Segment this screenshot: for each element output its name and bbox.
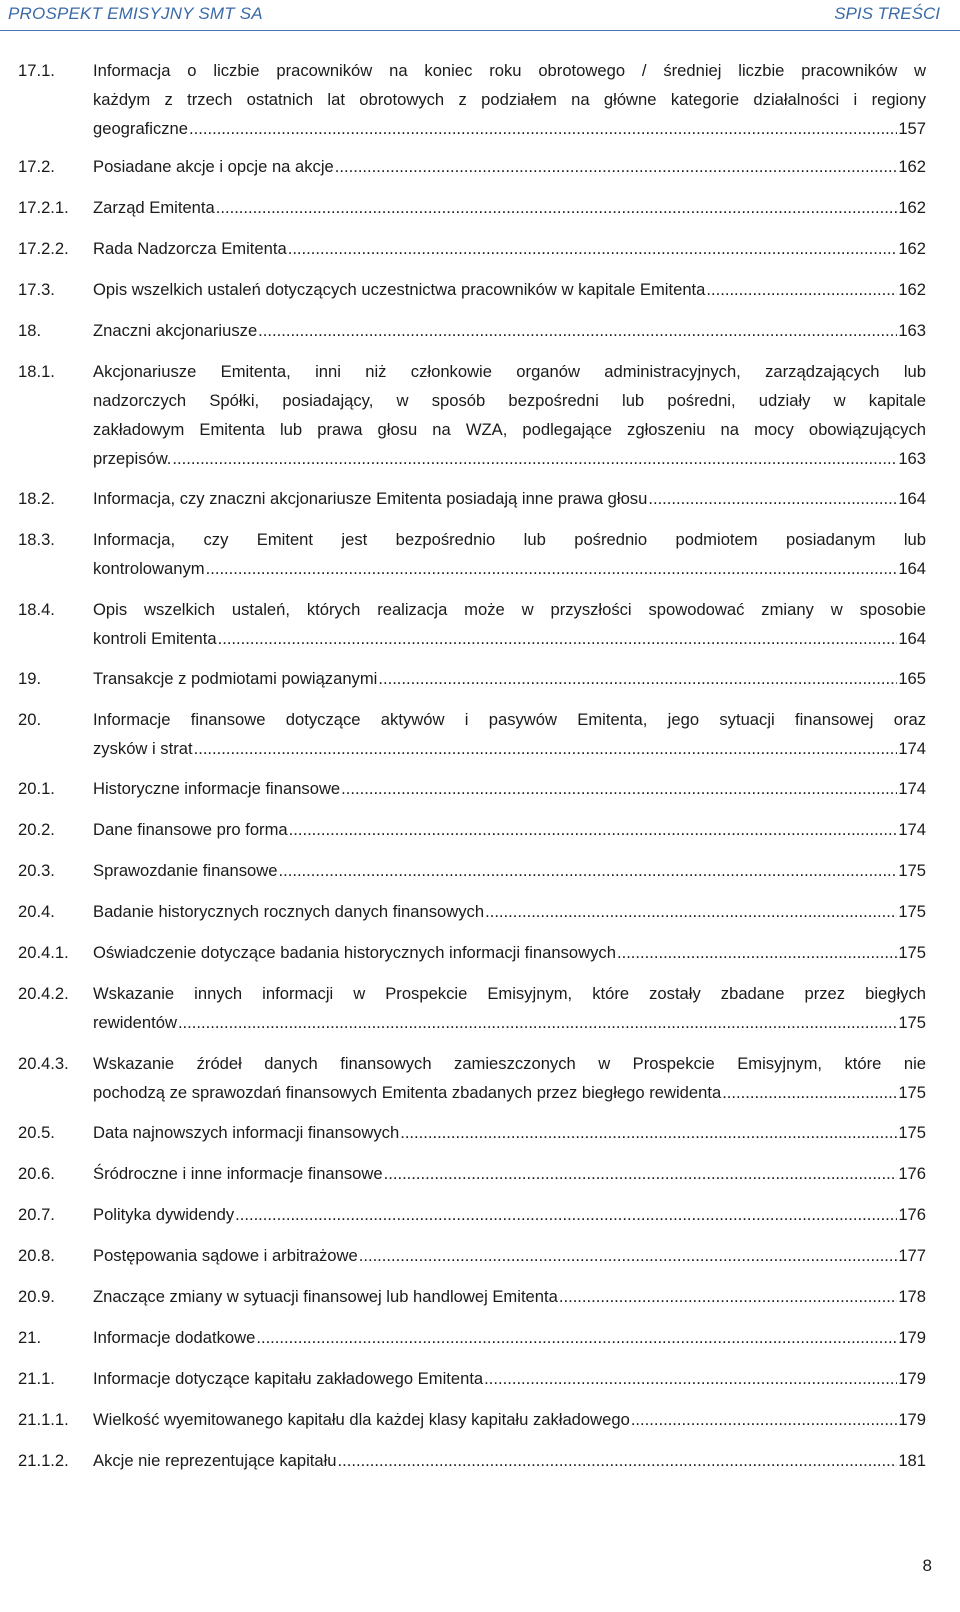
dot-leader	[722, 1078, 897, 1107]
toc-entry-page: 164	[898, 559, 926, 578]
toc-entry-page: 174	[898, 739, 926, 758]
dot-leader	[194, 734, 898, 763]
toc-entry-number: 18.3.	[18, 530, 55, 549]
toc-entry-body	[93, 1159, 926, 1188]
toc-entry-title: Rada Nadzorcza Emitenta	[93, 239, 287, 258]
toc-entry-title-line: Opis wszelkich ustaleń, których realizacja może w przyszłości spowodować zmiany w sposobie	[93, 600, 926, 619]
toc-entry-title: przepisów.	[93, 449, 172, 468]
document-title: PROSPEKT EMISYJNY SMT SA	[8, 4, 263, 23]
toc-entry-page: 175	[898, 861, 926, 880]
toc-entry-leader-line	[93, 815, 926, 844]
toc-entry-number: 21.1.	[18, 1369, 55, 1388]
toc-entry-body	[93, 525, 926, 583]
toc-entry-title: Znaczące zmiany w sytuacji finansowej lub handlowej Emitenta	[93, 1287, 558, 1306]
toc-entry-title: Historyczne informacje finansowe	[93, 779, 341, 798]
toc-entry-number: 19.	[18, 669, 42, 688]
toc-entry-leader-line	[93, 1159, 926, 1188]
toc-entry-title: geograficzne	[93, 119, 189, 138]
dot-leader	[335, 152, 898, 181]
toc-entry-body	[93, 1282, 926, 1311]
toc-entry-page: 164	[898, 489, 926, 508]
dot-leader	[256, 1323, 897, 1352]
toc-entry-number: 20.3.	[18, 861, 55, 880]
dot-leader	[617, 938, 897, 967]
dot-leader	[289, 815, 898, 844]
dot-leader	[384, 1159, 898, 1188]
toc-entry-title-line: Wskazanie innych informacji w Prospekcie Emisyjnym, które zostały zbadane przez biegłych	[93, 984, 926, 1003]
toc-entry-number: 20.7.	[18, 1205, 55, 1224]
toc-entry-page: 176	[898, 1164, 926, 1183]
toc-entry-title-line: zakładowym Emitenta lub prawa głosu na WZA, podlegające zgłoszeniu na mocy obowiązujących	[93, 420, 926, 439]
toc-entry-title: Informacja, czy znaczni akcjonariusze Emitenta posiadają inne prawa głosu	[93, 489, 648, 508]
dot-leader	[172, 444, 897, 473]
toc-entry-body	[93, 357, 926, 473]
dot-leader	[485, 897, 897, 926]
toc-entry-body	[93, 316, 926, 345]
toc-entry-leader-line	[93, 734, 926, 763]
toc-entry-body	[93, 1446, 926, 1475]
toc-entry-leader-line	[93, 316, 926, 345]
dot-leader	[288, 234, 898, 263]
toc-entry-page: 162	[898, 280, 926, 299]
toc-entry-page: 162	[898, 239, 926, 258]
dot-leader	[359, 1241, 898, 1270]
toc-entry-body	[93, 979, 926, 1037]
toc-entry-page: 163	[898, 321, 926, 340]
toc-entry-title: Informacje dodatkowe	[93, 1328, 256, 1347]
toc-entry-page: 175	[898, 1083, 926, 1102]
toc-entry-title: Śródroczne i inne informacje finansowe	[93, 1164, 383, 1183]
toc-entry-body	[93, 815, 926, 844]
toc-entry-title-line: Informacja o liczbie pracowników na koniec roku obrotowego / średniej liczbie pracowników w	[93, 61, 926, 80]
toc-entry-leader-line	[93, 1241, 926, 1270]
toc-entry-number: 20.1.	[18, 779, 55, 798]
toc-entry-page: 162	[898, 198, 926, 217]
toc-entry-number: 17.2.	[18, 157, 55, 176]
toc-entry-number: 20.	[18, 710, 42, 729]
toc-entry-number: 17.2.1.	[18, 198, 69, 217]
toc-entry-body	[93, 595, 926, 653]
toc-entry-page: 164	[898, 629, 926, 648]
header-rule	[0, 30, 960, 31]
toc-entry-body	[93, 1241, 926, 1270]
toc-entry-number: 20.4.2.	[18, 984, 69, 1003]
dot-leader	[706, 275, 897, 304]
toc-entry-title-line: Informacje finansowe dotyczące aktywów i pasywów Emitenta, jego sytuacji finansowej oraz	[93, 710, 926, 729]
toc-entry-leader-line	[93, 664, 926, 693]
dot-leader	[178, 1008, 897, 1037]
toc-entry-number: 20.6.	[18, 1164, 55, 1183]
toc-entry-title: Akcje nie reprezentujące kapitału	[93, 1451, 337, 1470]
toc-entry-body	[93, 705, 926, 763]
toc-entry-leader-line	[93, 1008, 926, 1037]
toc-entry-leader-line	[93, 484, 926, 513]
toc-entry-page: 177	[898, 1246, 926, 1265]
toc-entry-title: Znaczni akcjonariusze	[93, 321, 258, 340]
toc-entry-title: zysków i strat	[93, 739, 193, 758]
dot-leader	[206, 554, 898, 583]
toc-entry-body	[93, 1200, 926, 1229]
toc-entry-page: 178	[898, 1287, 926, 1306]
toc-entry-title: Posiadane akcje i opcje na akcje	[93, 157, 334, 176]
toc-entry-leader-line	[93, 774, 926, 803]
toc-entry-title: Badanie historycznych rocznych danych finansowych	[93, 902, 485, 921]
dot-leader	[338, 1446, 898, 1475]
toc-entry-number: 21.	[18, 1328, 42, 1347]
toc-entry-title: Dane finansowe pro forma	[93, 820, 288, 839]
toc-entry-page: 179	[898, 1328, 926, 1347]
dot-leader	[378, 664, 897, 693]
toc-entry-page: 175	[898, 902, 926, 921]
toc-entry-leader-line	[93, 554, 926, 583]
toc-entry-number: 20.9.	[18, 1287, 55, 1306]
dot-leader	[189, 114, 897, 143]
toc-entry-title: Wielkość wyemitowanego kapitału dla każdej klasy kapitału zakładowego	[93, 1410, 630, 1429]
toc-entry-leader-line	[93, 1200, 926, 1229]
toc-entry-page: 175	[898, 943, 926, 962]
toc-entry-number: 18.1.	[18, 362, 55, 381]
toc-entry-leader-line	[93, 114, 926, 143]
toc-entry-title-line: każdym z trzech ostatnich lat obrotowych z podziałem na główne kategorie działalności i regiony	[93, 90, 926, 109]
toc-entry-number: 20.8.	[18, 1246, 55, 1265]
toc-entry-leader-line	[93, 897, 926, 926]
toc-entry-leader-line	[93, 275, 926, 304]
toc-entry-leader-line	[93, 193, 926, 222]
toc-entry-title-line: Informacja, czy Emitent jest bezpośrednio lub pośrednio podmiotem posiadanym lub	[93, 530, 926, 549]
dot-leader	[341, 774, 897, 803]
toc-entry-page: 176	[898, 1205, 926, 1224]
dot-leader	[648, 484, 897, 513]
toc-entry-page: 174	[898, 779, 926, 798]
toc-entry-leader-line	[93, 1118, 926, 1147]
toc-entry-leader-line	[93, 1364, 926, 1393]
toc-entry-body	[93, 484, 926, 513]
toc-entry-number: 20.5.	[18, 1123, 55, 1142]
toc-entry-body	[93, 234, 926, 263]
toc-entry-leader-line	[93, 1282, 926, 1311]
toc-entry-title-line: Wskazanie źródeł danych finansowych zamieszczonych w Prospekcie Emisyjnym, które nie	[93, 1054, 926, 1073]
toc-entry-title: pochodzą ze sprawozdań finansowych Emitenta zbadanych przez biegłego rewidenta	[93, 1083, 722, 1102]
toc-entry-leader-line	[93, 938, 926, 967]
toc-entry-body	[93, 193, 926, 222]
toc-entry-title: Opis wszelkich ustaleń dotyczących uczestnictwa pracowników w kapitale Emitenta	[93, 280, 706, 299]
page-header	[0, 0, 960, 30]
toc-entry-body	[93, 856, 926, 885]
toc-entry-body	[93, 275, 926, 304]
toc-entry-number: 18.	[18, 321, 42, 340]
toc-entry-number: 20.2.	[18, 820, 55, 839]
toc-entry-title: Polityka dywidendy	[93, 1205, 235, 1224]
toc-entry-number: 20.4.	[18, 902, 55, 921]
toc-entry-number: 20.4.3.	[18, 1054, 69, 1073]
toc-entry-leader-line	[93, 624, 926, 653]
toc-entry-page: 165	[898, 669, 926, 688]
toc-entry-title: rewidentów	[93, 1013, 177, 1032]
dot-leader	[258, 316, 897, 345]
toc-entry-page: 179	[898, 1410, 926, 1429]
toc-entry-body	[93, 1405, 926, 1434]
toc-entry-page: 157	[898, 119, 926, 138]
page-number: 8	[922, 1556, 932, 1575]
toc-entry-body	[93, 664, 926, 693]
toc-entry-page: 179	[898, 1369, 926, 1388]
toc-entry-page: 162	[898, 157, 926, 176]
dot-leader	[484, 1364, 897, 1393]
toc-entry-title: Transakcje z podmiotami powiązanymi	[93, 669, 378, 688]
toc-entry-body	[93, 56, 926, 143]
toc-entry-number: 18.4.	[18, 600, 55, 619]
toc-entry-number: 18.2.	[18, 489, 55, 508]
toc-entry-title: Postępowania sądowe i arbitrażowe	[93, 1246, 358, 1265]
toc-entry-body	[93, 1323, 926, 1352]
dot-leader	[631, 1405, 898, 1434]
toc-entry-number: 17.2.2.	[18, 239, 69, 258]
dot-leader	[279, 856, 898, 885]
toc-entry-page: 163	[898, 449, 926, 468]
toc-entry-title: Data najnowszych informacji finansowych	[93, 1123, 400, 1142]
toc-entry-page: 181	[898, 1451, 926, 1470]
toc-entry-leader-line	[93, 1323, 926, 1352]
toc-entry-page: 175	[898, 1013, 926, 1032]
toc-entry-number: 21.1.1.	[18, 1410, 69, 1429]
toc-entry-body	[93, 152, 926, 181]
toc-entry-title: kontrolowanym	[93, 559, 205, 578]
toc-entry-title: Informacje dotyczące kapitału zakładowego Emitenta	[93, 1369, 484, 1388]
toc-entry-body	[93, 1049, 926, 1107]
toc-entry-title: kontroli Emitenta	[93, 629, 217, 648]
dot-leader	[400, 1118, 897, 1147]
toc-entry-body	[93, 1118, 926, 1147]
dot-leader	[218, 624, 898, 653]
toc-entry-number: 21.1.2.	[18, 1451, 69, 1470]
toc-entry-body	[93, 897, 926, 926]
toc-entry-title: Zarząd Emitenta	[93, 198, 215, 217]
dot-leader	[216, 193, 898, 222]
toc-entry-leader-line	[93, 234, 926, 263]
toc-entry-number: 17.1.	[18, 61, 55, 80]
toc-entry-leader-line	[93, 856, 926, 885]
toc-entry-leader-line	[93, 444, 926, 473]
toc-entry-leader-line	[93, 1078, 926, 1107]
toc-entry-title: Oświadczenie dotyczące badania historycznych informacji finansowych	[93, 943, 616, 962]
toc-entry-title-line: nadzorczych Spółki, posiadający, w sposób bezpośredni lub pośredni, udziały w kapitale	[93, 391, 926, 410]
toc-entry-body	[93, 774, 926, 803]
dot-leader	[559, 1282, 897, 1311]
toc-entry-title-line: Akcjonariusze Emitenta, inni niż członkowie organów administracyjnych, zarządzających lub	[93, 362, 926, 381]
toc-entry-page: 175	[898, 1123, 926, 1142]
toc-entry-leader-line	[93, 152, 926, 181]
toc-entry-leader-line	[93, 1446, 926, 1475]
section-title: SPIS TREŚCI	[834, 4, 940, 23]
toc-entry-page: 174	[898, 820, 926, 839]
dot-leader	[235, 1200, 897, 1229]
toc-entry-body	[93, 938, 926, 967]
toc-entry-body	[93, 1364, 926, 1393]
toc-entry-number: 20.4.1.	[18, 943, 69, 962]
toc-entry-leader-line	[93, 1405, 926, 1434]
toc-entry-title: Sprawozdanie finansowe	[93, 861, 278, 880]
toc-entry-number: 17.3.	[18, 280, 55, 299]
